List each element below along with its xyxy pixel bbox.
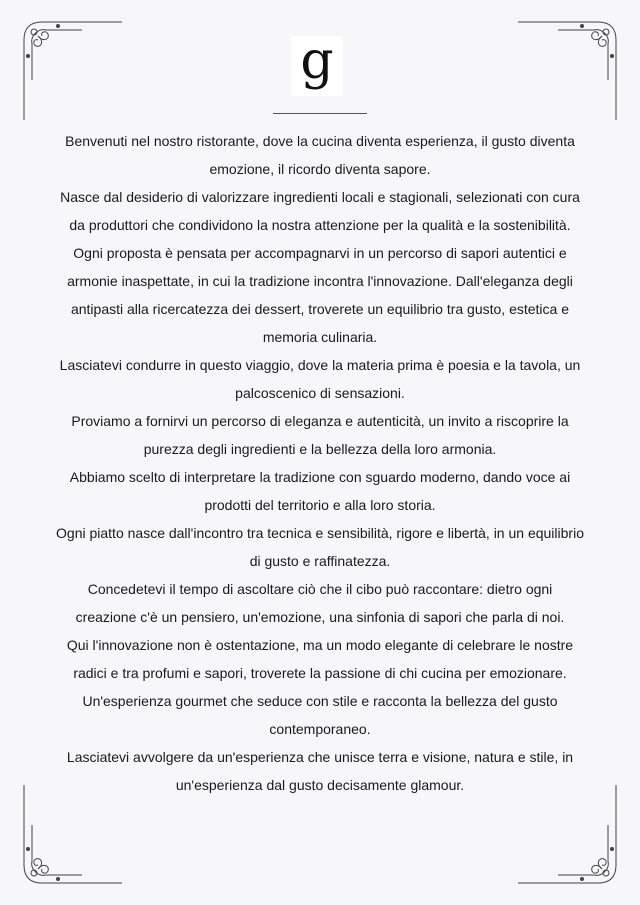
paragraph: Ogni proposta è pensata per accompagnarvi in un percorso di sapori autentici e armonie inaspettate, in cui la tradizione incontra l'innovazione. Dall'eleganza degli antipasti alla ricercatezza dei dessert, troverete un equilibrio tra gusto, estetica e memoria culinaria. bbox=[67, 245, 573, 345]
logo-letter: g bbox=[300, 31, 334, 91]
paragraph: Qui l'innovazione non è ostentazione, ma un modo elegante di celebrare le nostre radici e tra profumi e sapori, troverete la passione di chi cucina per emozionare. bbox=[66, 637, 574, 681]
paragraph: Abbiamo scelto di interpretare la tradizione con sguardo moderno, dando voce ai prodotti del territorio e alla loro storia. bbox=[69, 469, 571, 513]
paragraph: Ogni piatto nasce dall'incontro tra tecnica e sensibilità, rigore e libertà, in un equilibrio di gusto e raffinatezza. bbox=[56, 525, 584, 569]
paragraph: Benvenuti nel nostro ristorante, dove la cucina diventa esperienza, il gusto diventa emozione, il ricordo diventa sapore. bbox=[65, 133, 575, 177]
paragraph: Nasce dal desiderio di valorizzare ingredienti locali e stagionali, selezionati con cura da produttori che condividono la nostra attenzione per la qualità e la sostenibilità. bbox=[60, 189, 580, 233]
logo-divider bbox=[273, 113, 367, 114]
restaurant-logo bbox=[291, 31, 343, 96]
intro-text bbox=[56, 127, 584, 799]
paragraph: Lasciatevi condurre in questo viaggio, dove la materia prima è poesia e la tavola, un palcoscenico di sensazioni. bbox=[59, 357, 581, 401]
paragraph: Concedetevi il tempo di ascoltare ciò che il cibo può raccontare: dietro ogni creazione c'è un pensiero, un'emozione, una sinfonia di sapori che parla di noi. bbox=[75, 581, 565, 625]
corner-ornament-icon bbox=[508, 10, 628, 130]
paragraph: Proviamo a fornirvi un percorso di eleganza e autenticità, un invito a riscoprire la purezza degli ingredienti e la bellezza della loro armonia. bbox=[71, 413, 569, 457]
corner-ornament-icon bbox=[12, 10, 132, 130]
paragraph: Un'esperienza gourmet che seduce con stile e racconta la bellezza del gusto contemporaneo. bbox=[82, 693, 558, 737]
paragraph: Lasciatevi avvolgere da un'esperienza che unisce terra e visione, natura e stile, in un'esperienza dal gusto decisamente glamour. bbox=[66, 749, 574, 793]
